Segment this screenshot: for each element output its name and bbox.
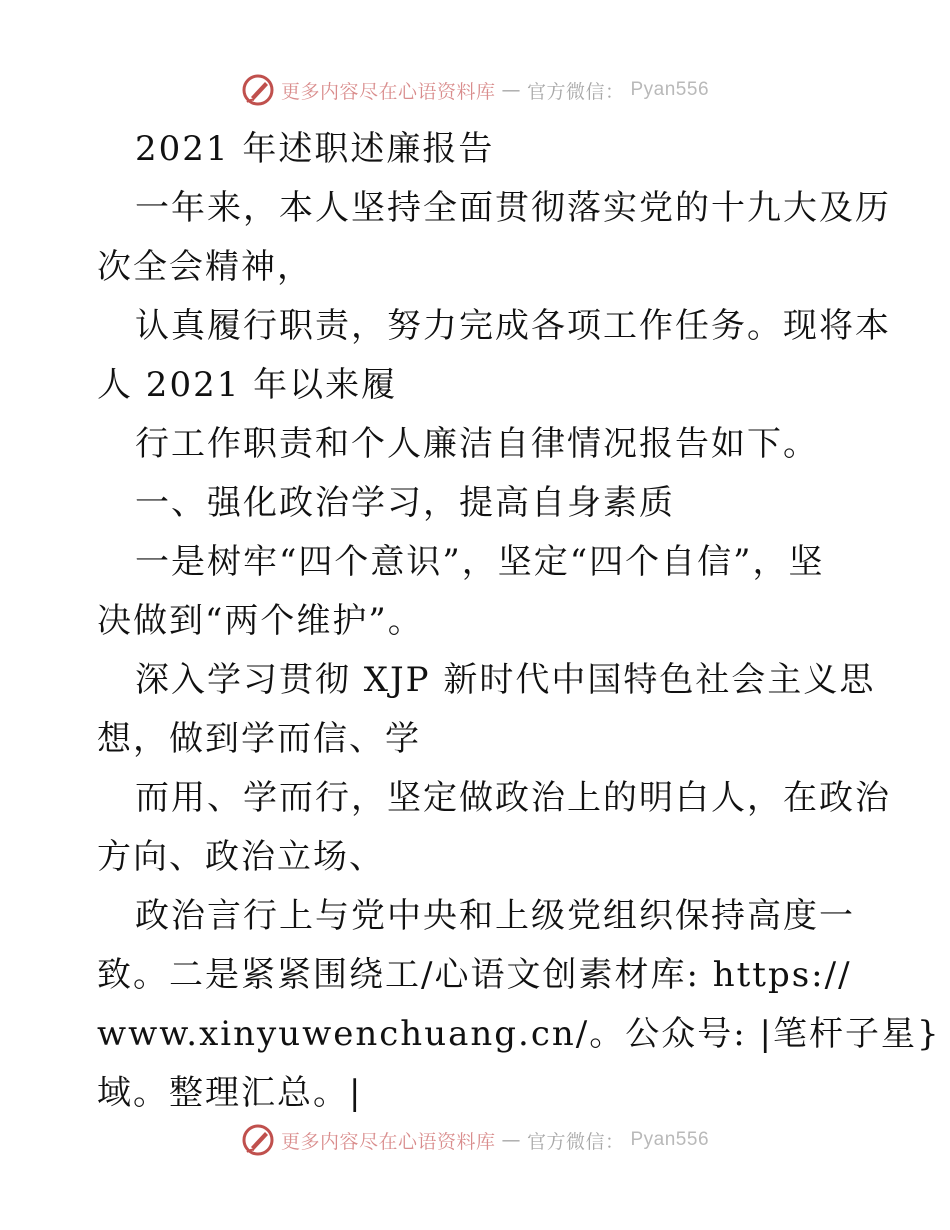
paragraph-line: 想，做到学而信、学 — [97, 719, 421, 759]
section-heading: 一、强化政治学习，提高自身素质 — [135, 483, 675, 523]
watermark-main-text: 更多内容尽在心语资料库 — [280, 1130, 496, 1153]
brush-logo-icon — [241, 1123, 275, 1157]
watermark-dash: — — [501, 1129, 521, 1151]
watermark-sub-text: 官方微信： — [526, 1130, 625, 1153]
document-body — [97, 120, 941, 1123]
paragraph-line: 方向、政治立场、 — [97, 837, 385, 877]
paragraph-line: 深入学习贯彻 XJP 新时代中国特色社会主义思 — [135, 660, 876, 700]
paragraph-line: 域。整理汇总。| — [97, 1073, 363, 1113]
paragraph-line: 人 2021 年以来履 — [97, 365, 398, 405]
paragraph-line: www.xinyuwenchuang.cn/。公众号: |笔杆子星} — [97, 1014, 941, 1054]
header-watermark — [0, 70, 950, 110]
brush-logo-icon — [241, 73, 275, 107]
paragraph-line: 致。二是紧紧围绕工/心语文创素材库: https:// — [97, 955, 852, 995]
paragraph-line: 行工作职责和个人廉洁自律情况报告如下。 — [135, 424, 819, 464]
footer-watermark — [0, 1120, 950, 1160]
paragraph-line: 一年来，本人坚持全面贯彻落实党的十九大及历 — [135, 188, 891, 228]
paragraph-line: 政治言行上与党中央和上级党组织保持高度一 — [135, 896, 855, 936]
watermark-wechat-id: Pyan556 — [630, 1129, 710, 1150]
document-title: 2021 年述职述廉报告 — [135, 129, 495, 169]
watermark-wechat-id: Pyan556 — [630, 79, 710, 100]
paragraph-line: 一是树牢“四个意识”，坚定“四个自信”，坚 — [135, 542, 825, 582]
paragraph-line: 认真履行职责，努力完成各项工作任务。现将本 — [135, 306, 891, 346]
paragraph-line: 决做到“两个维护”。 — [97, 601, 424, 641]
watermark-dash: — — [501, 79, 521, 101]
paragraph-line: 而用、学而行，坚定做政治上的明白人，在政治 — [135, 778, 891, 818]
paragraph-line: 次全会精神， — [97, 247, 313, 287]
watermark-sub-text: 官方微信： — [526, 80, 625, 103]
watermark-main-text: 更多内容尽在心语资料库 — [280, 80, 496, 103]
